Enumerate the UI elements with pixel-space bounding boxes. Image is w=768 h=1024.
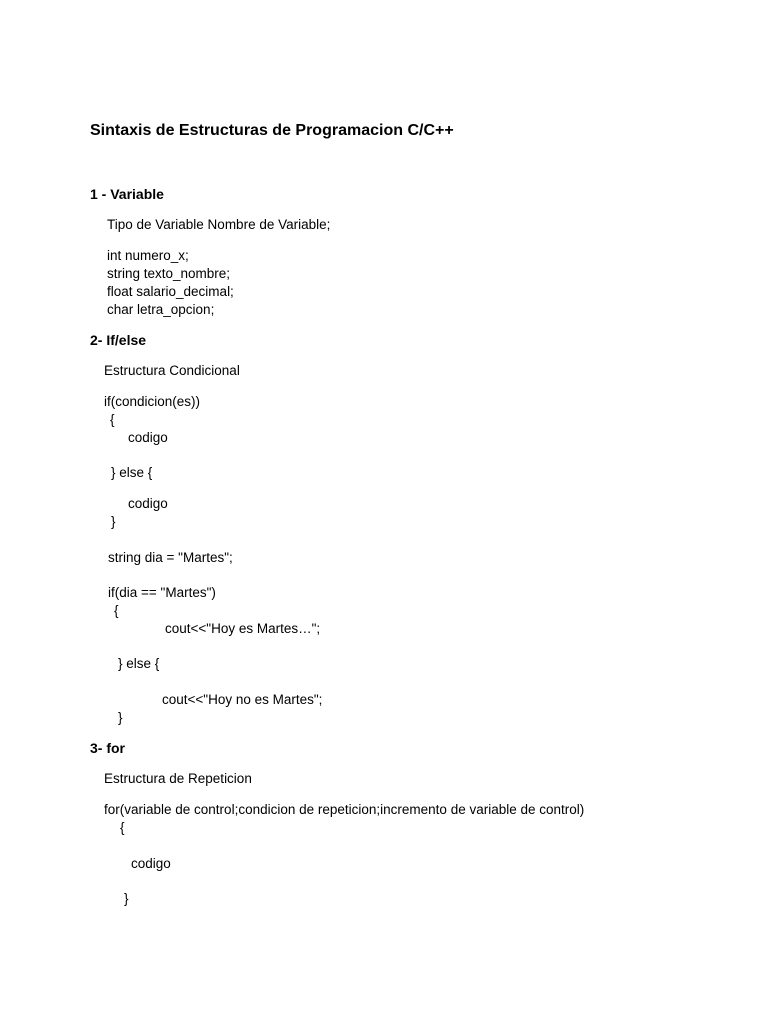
code-line: {: [114, 603, 119, 618]
code-line: cout<<"Hoy es Martes…";: [165, 621, 321, 636]
section-heading-variable: 1 - Variable: [90, 186, 164, 202]
code-line: } else {: [118, 656, 160, 671]
section-subtitle: Estructura de Repeticion: [104, 771, 252, 786]
code-line: string texto_nombre;: [107, 266, 231, 281]
code-line: if(condicion(es)): [104, 394, 201, 409]
code-line: {: [110, 412, 115, 427]
code-line: }: [118, 710, 123, 725]
code-line: int numero_x;: [107, 248, 189, 263]
code-line: for(variable de control;condicion de repeticion;incremento de variable de control): [104, 802, 585, 817]
section-heading-ifelse: 2- If/else: [90, 332, 147, 348]
page-title: Sintaxis de Estructuras de Programacion C/C++: [90, 122, 454, 139]
code-line: codigo: [128, 430, 168, 445]
code-line: codigo: [131, 856, 171, 871]
section-heading-for: 3- for: [90, 740, 125, 756]
variable-syntax-line: Tipo de Variable Nombre de Variable;: [107, 217, 331, 232]
code-line: char letra_opcion;: [107, 302, 215, 317]
code-line: cout<<"Hoy no es Martes";: [162, 692, 323, 707]
code-line: codigo: [128, 496, 168, 511]
section-subtitle: Estructura Condicional: [104, 363, 240, 378]
code-line: }: [111, 514, 116, 529]
code-line: float salario_decimal;: [107, 284, 234, 299]
code-line: }: [124, 891, 129, 906]
code-line: if(dia == "Martes"): [108, 585, 216, 600]
code-line: string dia = "Martes";: [108, 550, 233, 565]
code-line: } else {: [111, 465, 153, 480]
code-line: {: [120, 820, 125, 835]
